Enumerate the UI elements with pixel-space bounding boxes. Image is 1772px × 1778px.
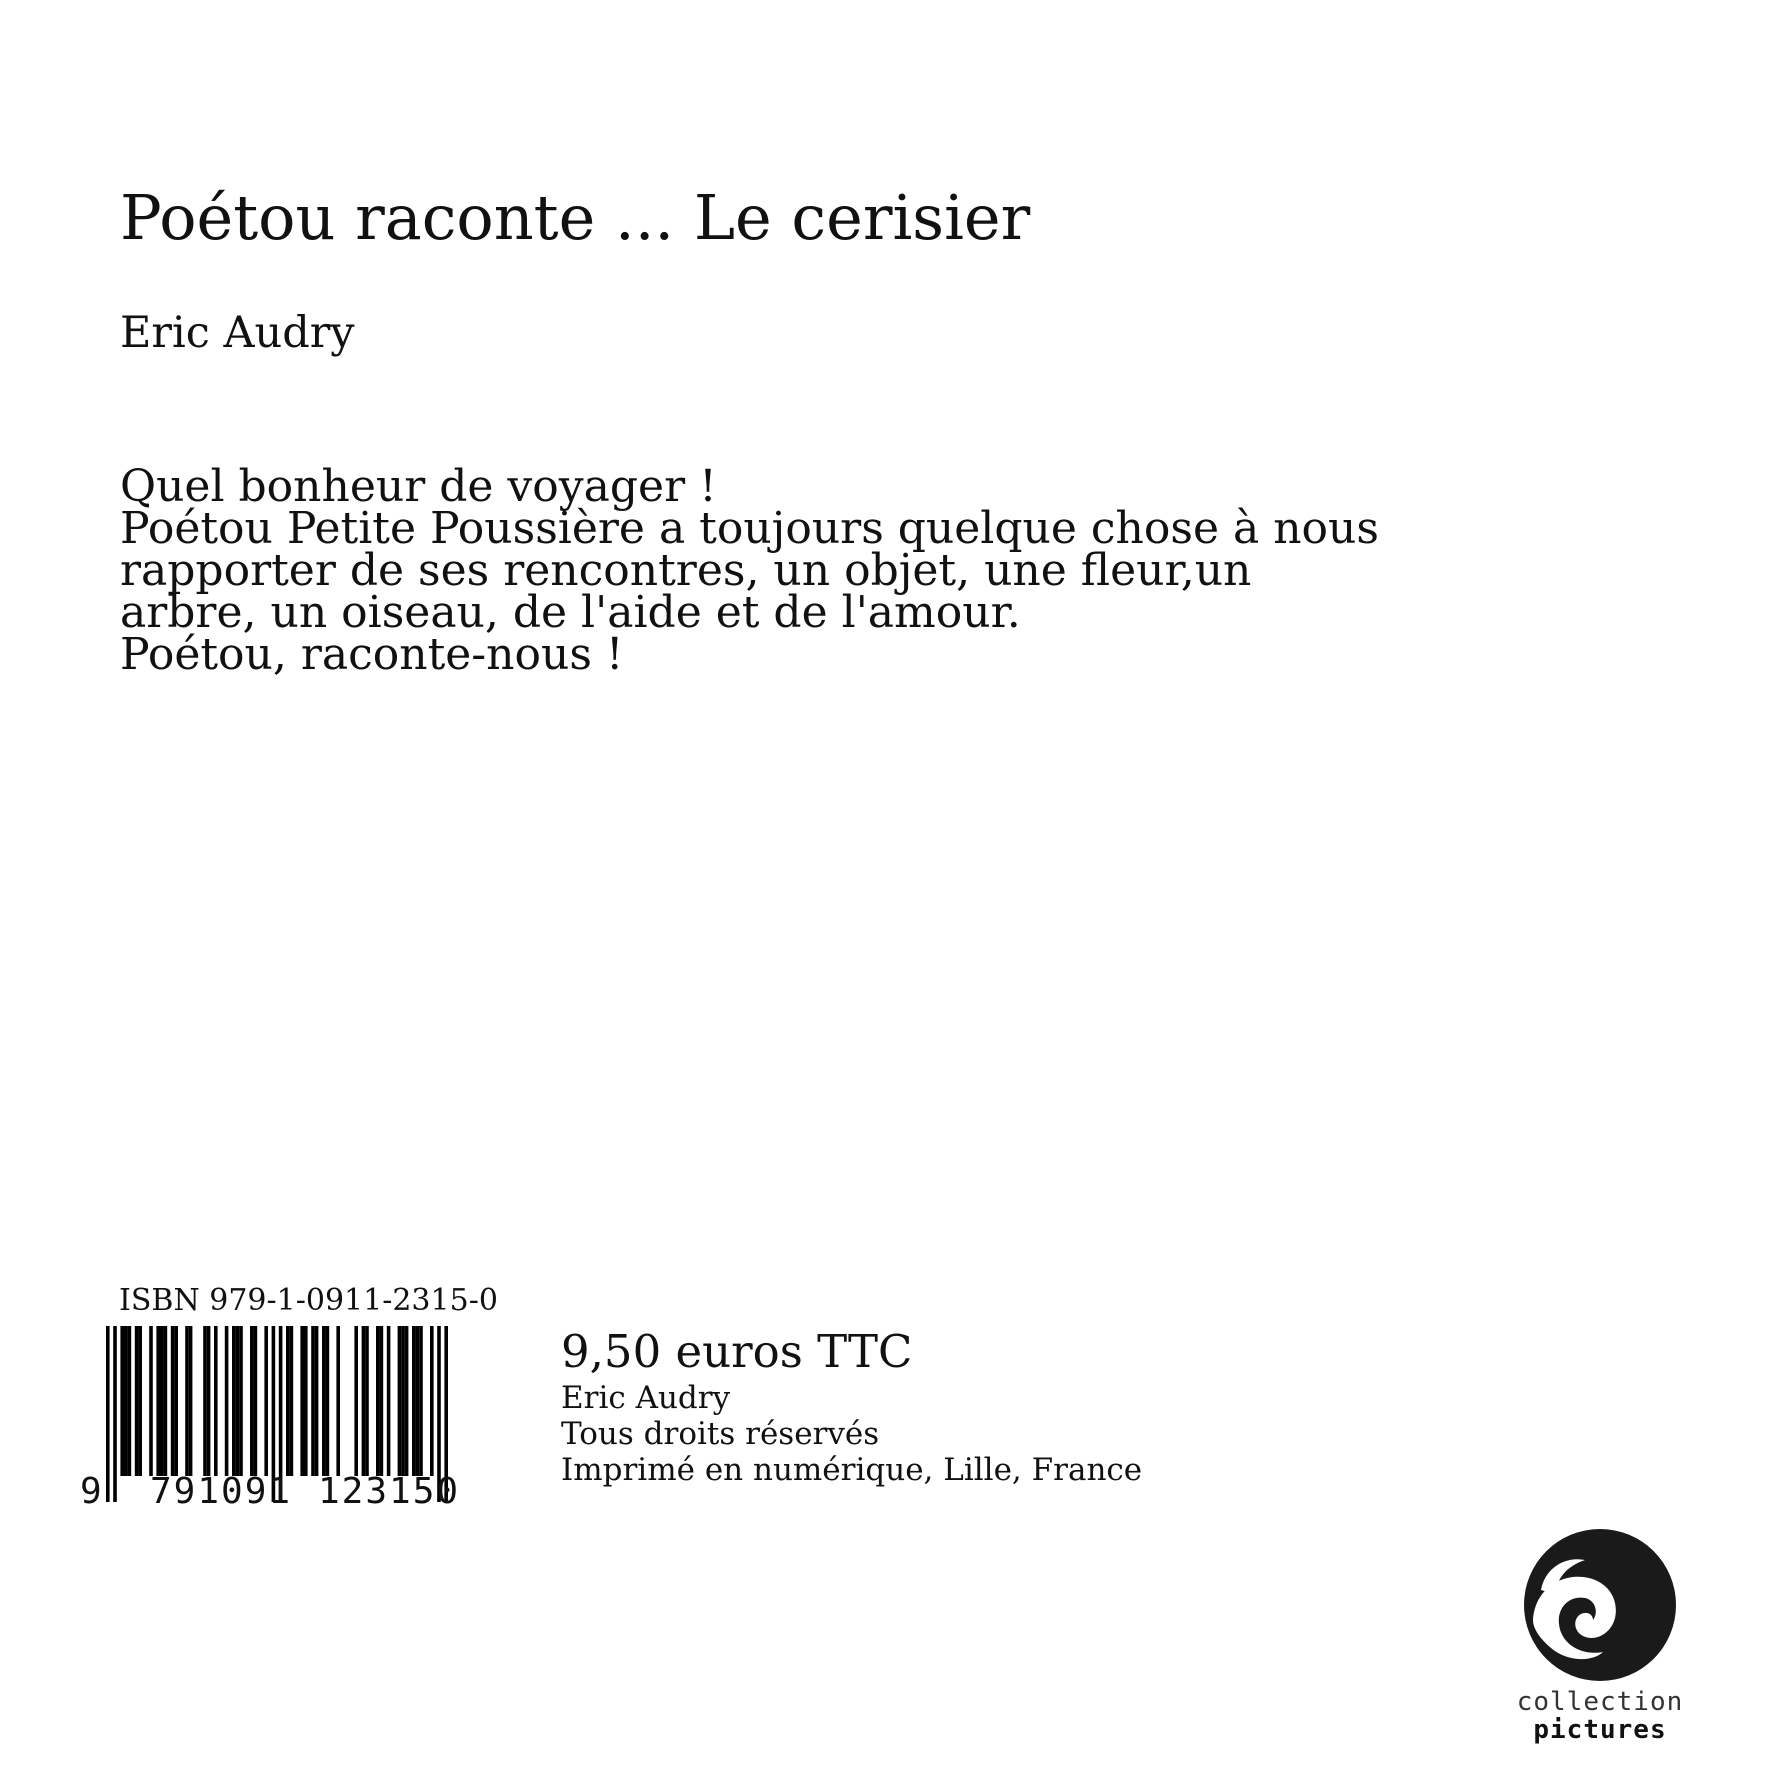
barcode-bar <box>160 1326 164 1476</box>
barcode-bar <box>365 1326 369 1476</box>
barcode-bar <box>156 1326 160 1476</box>
barcode-bar <box>326 1326 330 1476</box>
blurb-line: Poétou, raconte-nous ! <box>120 629 624 680</box>
barcode-bar <box>232 1326 236 1476</box>
barcode-bar <box>286 1326 290 1476</box>
barcode-digits-left: 791091 <box>150 1471 293 1512</box>
book-title: Poétou raconte ... Le cerisier <box>120 181 1031 254</box>
barcode-bar <box>254 1326 258 1476</box>
barcode-bar <box>405 1326 409 1476</box>
barcode-bar <box>214 1326 218 1476</box>
barcode-bar <box>401 1326 405 1476</box>
barcode-bar <box>135 1326 139 1476</box>
price: 9,50 euros TTC <box>561 1325 913 1378</box>
spiral-logo-icon <box>1523 1528 1677 1682</box>
barcode-bar <box>300 1326 304 1476</box>
logo-line-pictures: pictures <box>1533 1715 1667 1745</box>
barcode-digits-right: 123150 <box>318 1471 461 1512</box>
barcode-bar <box>322 1326 326 1476</box>
barcode-bar <box>362 1326 366 1476</box>
barcode-bar <box>239 1326 243 1476</box>
barcode-bar <box>207 1326 211 1476</box>
barcode-bar <box>250 1326 254 1476</box>
barcode-bar <box>387 1326 391 1476</box>
logo-text <box>1500 1688 1700 1744</box>
barcode-bar <box>138 1326 142 1476</box>
barcode-guard-bar <box>106 1326 110 1502</box>
barcode-bar <box>171 1326 175 1476</box>
barcode-bar <box>315 1326 319 1476</box>
barcode-guard-bar <box>113 1326 117 1502</box>
barcode-bar <box>174 1326 178 1476</box>
isbn-label: ISBN 979-1-0911-2315-0 <box>119 1283 498 1318</box>
barcode-bar <box>185 1326 189 1476</box>
barcode-bar <box>264 1326 268 1476</box>
barcode-bar <box>290 1326 294 1476</box>
blurb-line: Quel bonheur de voyager ! <box>120 461 717 512</box>
blurb-line: Poétou Petite Poussière a toujours quelque chose à nous <box>120 503 1379 554</box>
book-blurb <box>120 461 1420 680</box>
barcode-bar <box>336 1326 340 1476</box>
barcode-bar <box>124 1326 128 1476</box>
imprint-author: Eric Audry <box>561 1380 731 1416</box>
barcode-bar <box>189 1326 193 1476</box>
barcode-bar <box>149 1326 153 1476</box>
barcode-bar <box>430 1326 434 1476</box>
barcode-bar <box>376 1326 380 1476</box>
barcode-bar <box>236 1326 240 1476</box>
barcode-bar <box>128 1326 132 1476</box>
barcode-bar <box>380 1326 384 1476</box>
barcode-digit-lead: 9 <box>80 1471 102 1512</box>
imprint-rights: Tous droits réservés <box>561 1416 880 1452</box>
blurb-line: rapporter de ses rencontres, un objet, une fleur,un <box>120 545 1252 596</box>
blurb-line: arbre, un oiseau, de l'aide et de l'amour. <box>120 587 1021 638</box>
barcode-bar <box>120 1326 124 1476</box>
publisher-logo <box>1500 1528 1700 1778</box>
imprint-block <box>561 1324 1142 1488</box>
barcode-bar <box>225 1326 229 1476</box>
barcode-bar <box>311 1326 315 1476</box>
barcode-bar <box>419 1326 423 1476</box>
barcode-bar <box>398 1326 402 1476</box>
barcode-bar <box>164 1326 168 1476</box>
barcode-bar <box>412 1326 416 1476</box>
barcode-bar <box>354 1326 358 1476</box>
barcode-bar <box>416 1326 420 1476</box>
imprint-printing: Imprimé en numérique, Lille, France <box>561 1452 1143 1488</box>
book-author: Eric Audry <box>120 308 355 358</box>
barcode-bar <box>304 1326 308 1476</box>
logo-line-collection: collection <box>1516 1687 1684 1717</box>
barcode-bar <box>203 1326 207 1476</box>
